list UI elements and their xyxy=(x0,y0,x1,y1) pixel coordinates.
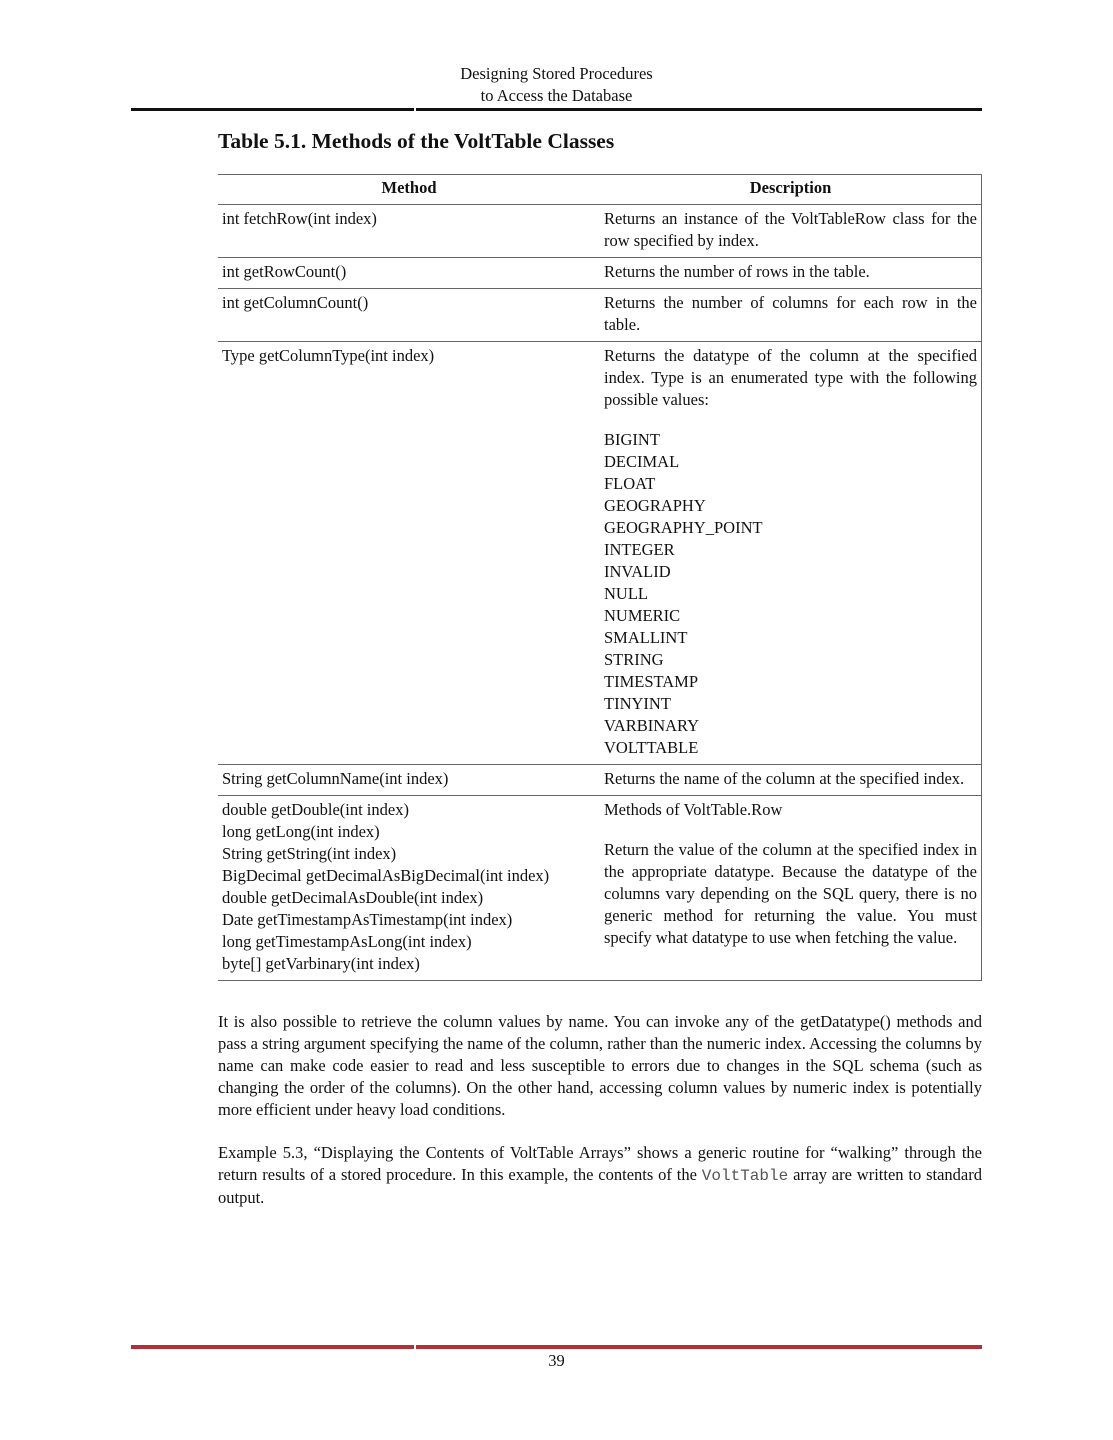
type-value: NULL xyxy=(604,584,648,603)
type-value: GEOGRAPHY xyxy=(604,496,706,515)
description-cell xyxy=(600,342,982,765)
inline-code: VoltTable xyxy=(701,1167,789,1185)
column-header-description: Description xyxy=(600,175,982,205)
method-cell: int fetchRow(int index) xyxy=(218,205,600,258)
table-row xyxy=(218,342,982,765)
method-name: long getTimestampAsLong(int index) xyxy=(222,932,472,951)
table-row xyxy=(218,796,982,981)
header-line-1: Designing Stored Procedures xyxy=(460,64,653,83)
description-heading: Methods of VoltTable.Row xyxy=(604,800,783,819)
footer-rule xyxy=(131,1345,982,1349)
method-cell: int getColumnCount() xyxy=(218,289,600,342)
body-paragraph: It is also possible to retrieve the column values by name. You can invoke any of the getDatatype() methods and pass a string argument specifying the name of the column, rather than the numeric index. Accessing the columns by name can make code easier to read and less susceptible to errors due to changes in the SQL schema (such as changing the order of the columns). On the other hand, accessing column values by numeric index is potentially more efficient under heavy load conditions. xyxy=(218,1012,982,1119)
type-value: STRING xyxy=(604,650,664,669)
type-value: DECIMAL xyxy=(604,452,680,471)
description-text: Return the value of the column at the specified index in the appropriate datatype. Because the datatype of the columns vary depending on the SQL query, there is no generic method for returning the value. You must specify what datatype to use when fetching the value. xyxy=(604,840,977,947)
table-row xyxy=(218,205,982,258)
method-name: BigDecimal getDecimalAsBigDecimal(int index) xyxy=(222,866,550,885)
description-cell: Returns the number of columns for each row in the table. xyxy=(600,289,982,342)
type-value: TIMESTAMP xyxy=(604,672,699,691)
description-cell: Returns the name of the column at the specified index. xyxy=(600,765,982,796)
method-cell: Type getColumnType(int index) xyxy=(218,342,600,765)
type-value: VARBINARY xyxy=(604,716,700,735)
method-name: long getLong(int index) xyxy=(222,822,380,841)
description-text: Returns the datatype of the column at the specified index. Type is an enumerated type with the following possible values: xyxy=(604,346,977,409)
description-cell: Returns an instance of the VoltTableRow class for the row specified by index. xyxy=(600,205,982,258)
method-name: Date getTimestampAsTimestamp(int index) xyxy=(222,910,513,929)
type-value: NUMERIC xyxy=(604,606,681,625)
table-row xyxy=(218,765,982,796)
method-cell: int getRowCount() xyxy=(218,258,600,289)
method-name: double getDouble(int index) xyxy=(222,800,409,819)
type-value: SMALLINT xyxy=(604,628,688,647)
table-row xyxy=(218,258,982,289)
type-value: VOLTTABLE xyxy=(604,738,699,757)
column-header-method: Method xyxy=(218,175,600,205)
description-cell: Returns the number of rows in the table. xyxy=(600,258,982,289)
paragraph-text: Example 5.3, “Displaying the Contents of VoltTable Arrays” shows a generic routine for “walking” through the return results of a stored procedure. In this example, the contents of the xyxy=(218,1143,982,1184)
header-line-2: to Access the Database xyxy=(480,86,633,105)
type-value: INTEGER xyxy=(604,540,675,559)
method-name: String getString(int index) xyxy=(222,844,397,863)
table-title: Table 5.1. Methods of the VoltTable Classes xyxy=(218,129,615,153)
type-value: GEOGRAPHY_POINT xyxy=(604,518,763,537)
body-paragraph-example-ref xyxy=(218,1142,982,1209)
page-number: 39 xyxy=(548,1351,565,1370)
table-row xyxy=(218,289,982,342)
type-values-list xyxy=(604,429,977,759)
header-rule xyxy=(131,108,982,111)
method-name: double getDecimalAsDouble(int index) xyxy=(222,888,484,907)
method-cell: String getColumnName(int index) xyxy=(218,765,600,796)
running-header xyxy=(0,63,1113,107)
method-name: byte[] getVarbinary(int index) xyxy=(222,954,420,973)
type-value: INVALID xyxy=(604,562,671,581)
methods-table xyxy=(218,174,982,981)
type-value: FLOAT xyxy=(604,474,656,493)
type-value: BIGINT xyxy=(604,430,660,449)
type-value: TINYINT xyxy=(604,694,671,713)
method-cell xyxy=(218,796,600,981)
paragraph-text: array are written to standard output. xyxy=(218,1165,982,1207)
table-header-row xyxy=(218,175,982,205)
description-cell xyxy=(600,796,982,981)
